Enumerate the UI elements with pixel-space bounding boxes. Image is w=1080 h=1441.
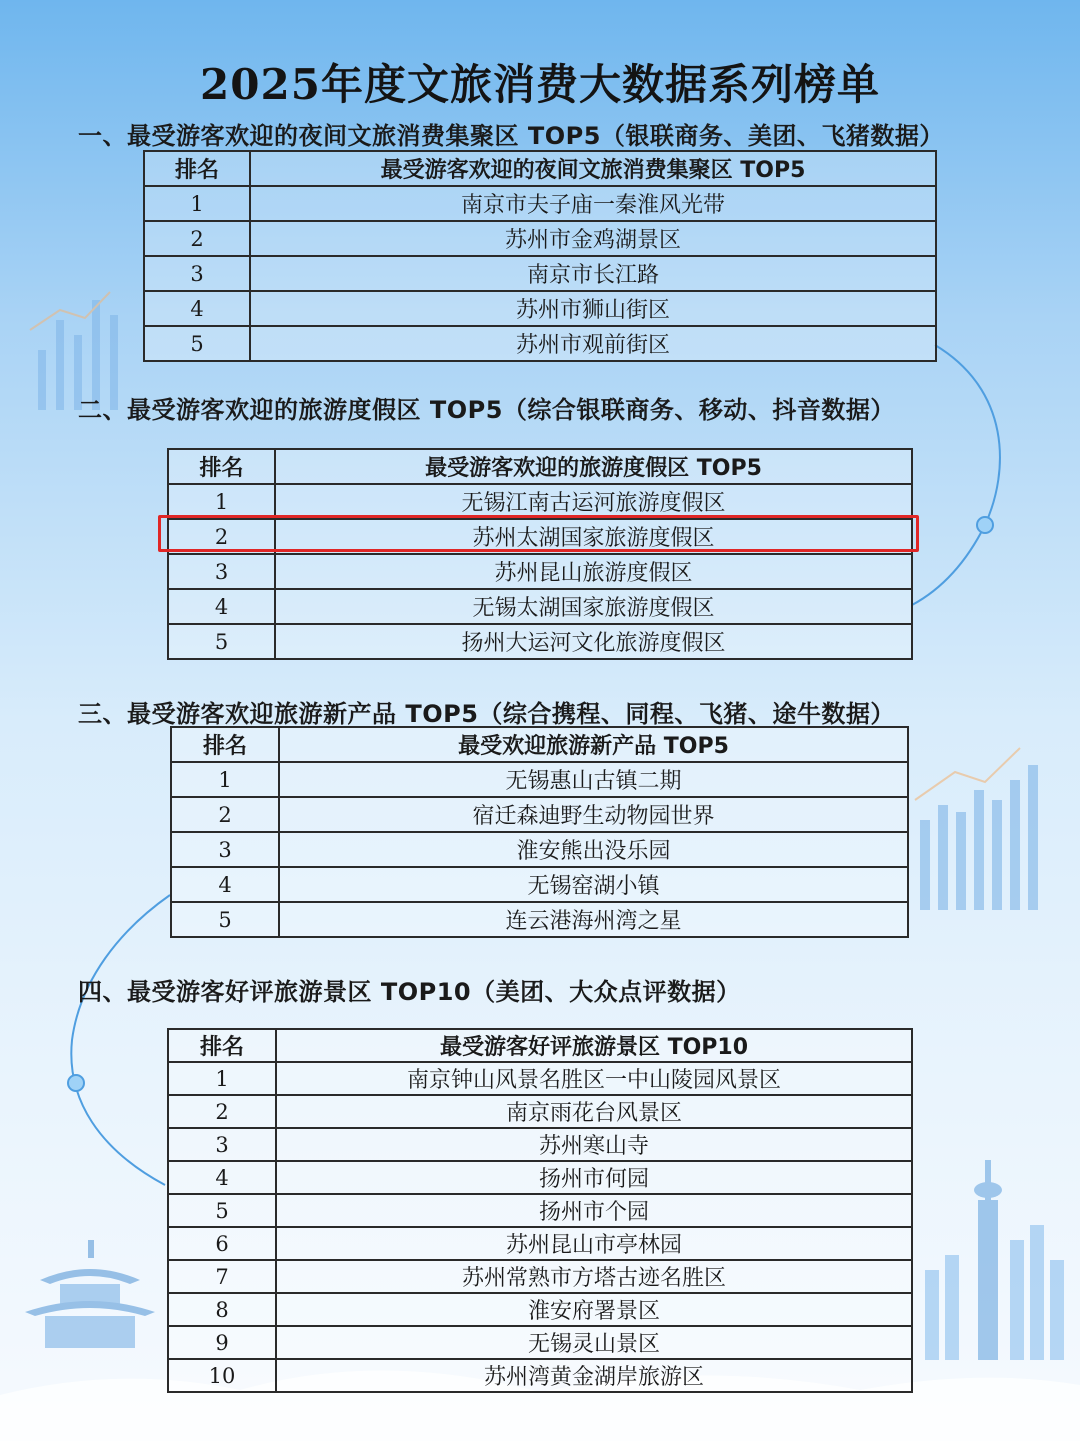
rank-cell: 3 (168, 554, 275, 589)
rank-cell: 9 (168, 1326, 276, 1359)
name-cell: 无锡窑湖小镇 (279, 867, 908, 902)
pavilion-icon (25, 1240, 155, 1348)
name-cell: 苏州市金鸡湖景区 (250, 221, 936, 256)
name-cell: 苏州昆山旅游度假区 (275, 554, 912, 589)
table-row (171, 762, 908, 797)
name-cell: 苏州昆山市亭林园 (276, 1227, 912, 1260)
name-column-header: 最受游客欢迎的夜间文旅消费集聚区 TOP5 (250, 151, 936, 186)
page-title: 2025年度文旅消费大数据系列榜单 (200, 60, 880, 109)
name-cell: 无锡灵山景区 (276, 1326, 912, 1359)
name-cell: 苏州寒山寺 (276, 1128, 912, 1161)
section-4-heading: 四、最受游客好评旅游景区 TOP10（美团、大众点评数据） (78, 978, 741, 1006)
table-row (168, 1095, 912, 1128)
name-cell: 南京市夫子庙一秦淮风光带 (250, 186, 936, 221)
table-row (168, 1260, 912, 1293)
name-cell: 无锡江南古运河旅游度假区 (275, 484, 912, 519)
name-cell: 扬州市个园 (276, 1194, 912, 1227)
name-column-header: 最受欢迎旅游新产品 TOP5 (279, 727, 908, 762)
table-row (171, 902, 908, 937)
section-1-heading: 一、最受游客欢迎的夜间文旅消费集聚区 TOP5（银联商务、美团、飞猪数据） (78, 122, 944, 150)
table-row (168, 589, 912, 624)
name-cell: 南京市长江路 (250, 256, 936, 291)
name-column-header: 最受游客好评旅游景区 TOP10 (276, 1029, 912, 1062)
name-cell: 苏州市观前街区 (250, 326, 936, 361)
section-1-table (143, 150, 937, 362)
table-row (144, 256, 936, 291)
rank-cell: 1 (168, 1062, 276, 1095)
rank-cell: 6 (168, 1227, 276, 1260)
name-cell: 苏州市狮山街区 (250, 291, 936, 326)
table-row (168, 1194, 912, 1227)
rank-cell: 4 (144, 291, 250, 326)
table-row (171, 867, 908, 902)
table-row (168, 1227, 912, 1260)
name-cell: 宿迁森迪野生动物园世界 (279, 797, 908, 832)
highlight-box (158, 515, 919, 552)
dot-icon (68, 1075, 84, 1091)
table-header-row (168, 1029, 912, 1062)
name-cell: 淮安府署景区 (276, 1293, 912, 1326)
name-cell: 南京钟山风景名胜区一中山陵园风景区 (276, 1062, 912, 1095)
rank-cell: 3 (144, 256, 250, 291)
rank-cell: 5 (168, 1194, 276, 1227)
rank-column-header: 排名 (168, 1029, 276, 1062)
dot-icon (977, 517, 993, 533)
name-cell: 扬州市何园 (276, 1161, 912, 1194)
table-row (168, 1128, 912, 1161)
table-row (171, 832, 908, 867)
rank-cell: 2 (168, 519, 275, 554)
rank-cell: 1 (144, 186, 250, 221)
table-header-row (144, 151, 936, 186)
rank-cell: 3 (168, 1128, 276, 1161)
name-cell: 连云港海州湾之星 (279, 902, 908, 937)
rank-cell: 5 (168, 624, 275, 659)
table-row (171, 797, 908, 832)
name-cell: 无锡太湖国家旅游度假区 (275, 589, 912, 624)
curve-line (912, 345, 1000, 605)
name-cell: 无锡惠山古镇二期 (279, 762, 908, 797)
rank-cell: 3 (171, 832, 279, 867)
table-row (144, 221, 936, 256)
section-3-table (170, 726, 909, 938)
rank-cell: 1 (171, 762, 279, 797)
rank-column-header: 排名 (168, 449, 275, 484)
rank-cell: 2 (168, 1095, 276, 1128)
table-row (168, 1293, 912, 1326)
section-4-table (167, 1028, 913, 1393)
table-header-row (171, 727, 908, 762)
table-row (168, 554, 912, 589)
name-cell: 南京雨花台风景区 (276, 1095, 912, 1128)
rank-cell: 2 (171, 797, 279, 832)
table-row (168, 1326, 912, 1359)
table-row (168, 1161, 912, 1194)
rank-cell: 5 (171, 902, 279, 937)
rank-column-header: 排名 (144, 151, 250, 186)
table-row (144, 326, 936, 361)
table-header-row (168, 449, 912, 484)
name-cell: 淮安熊出没乐园 (279, 832, 908, 867)
table-row (168, 1359, 912, 1392)
rank-cell: 4 (168, 1161, 276, 1194)
section-2-table (167, 448, 913, 660)
name-cell: 扬州大运河文化旅游度假区 (275, 624, 912, 659)
table-row (144, 291, 936, 326)
rank-cell: 4 (168, 589, 275, 624)
section-3-heading: 三、最受游客欢迎旅游新产品 TOP5（综合携程、同程、飞猪、途牛数据） (78, 700, 895, 728)
rank-cell: 7 (168, 1260, 276, 1293)
table-row (168, 484, 912, 519)
table-row (144, 186, 936, 221)
rank-column-header: 排名 (171, 727, 279, 762)
section-2-heading: 二、最受游客欢迎的旅游度假区 TOP5（综合银联商务、移动、抖音数据） (78, 396, 895, 424)
name-cell: 苏州太湖国家旅游度假区 (275, 519, 912, 554)
name-cell: 苏州常熟市方塔古迹名胜区 (276, 1260, 912, 1293)
name-column-header: 最受游客欢迎的旅游度假区 TOP5 (275, 449, 912, 484)
table-row (168, 624, 912, 659)
table-row (168, 1062, 912, 1095)
skyline-icon (925, 1160, 1064, 1360)
bar-chart-icon (915, 748, 1038, 910)
rank-cell: 1 (168, 484, 275, 519)
rank-cell: 2 (144, 221, 250, 256)
rank-cell: 5 (144, 326, 250, 361)
rank-cell: 4 (171, 867, 279, 902)
curve-line (71, 895, 170, 1185)
name-cell: 苏州湾黄金湖岸旅游区 (276, 1359, 912, 1392)
rank-cell: 10 (168, 1359, 276, 1392)
rank-cell: 8 (168, 1293, 276, 1326)
